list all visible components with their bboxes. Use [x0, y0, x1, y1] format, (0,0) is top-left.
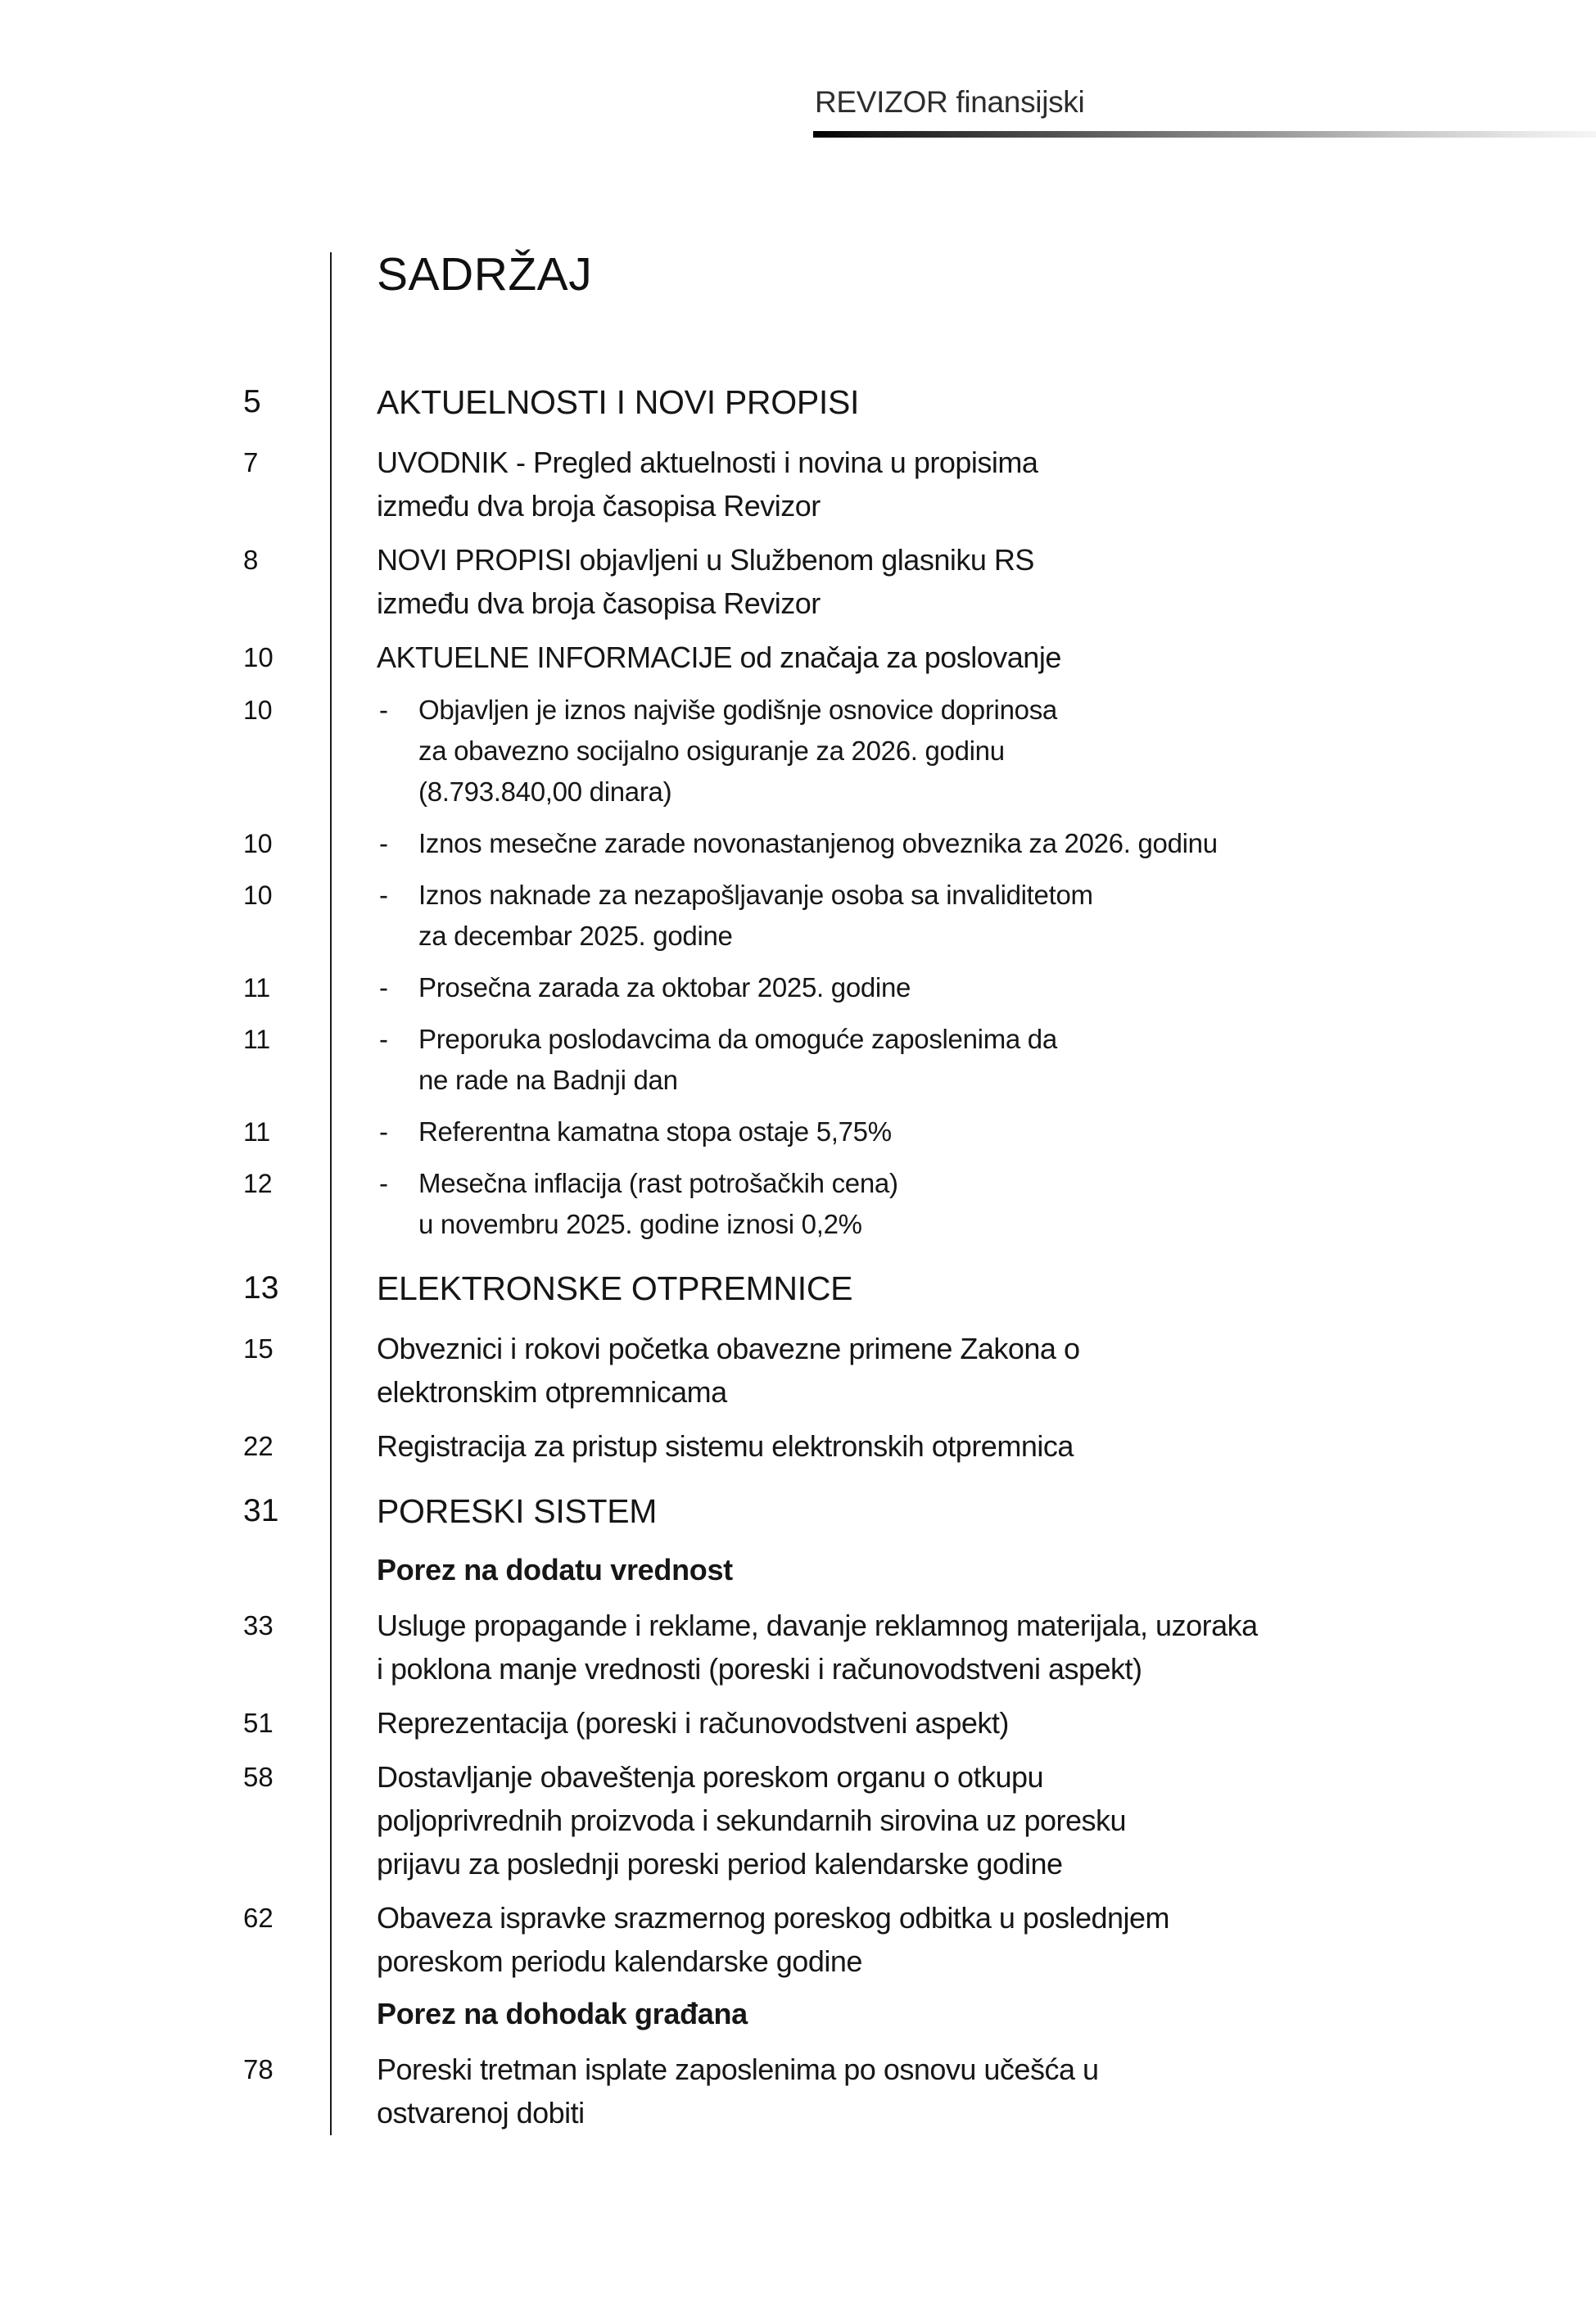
toc-content: [243, 247, 1537, 2145]
toc-line: za decembar 2025. godine: [418, 921, 733, 951]
toc-page-number: 7: [243, 447, 259, 478]
toc-entry-text: [377, 1019, 1537, 1101]
toc-entry-text: [377, 1327, 1537, 1414]
toc-page-number: 62: [243, 1903, 274, 1933]
toc-entry-lines: [377, 1491, 1537, 1532]
toc-page-number: 12: [243, 1169, 273, 1198]
toc-page-number: 11: [243, 1117, 271, 1147]
toc-page-number: 58: [243, 1762, 274, 1792]
toc-entry-text: [377, 1111, 1537, 1152]
toc-row-entry: [243, 1424, 1537, 1468]
sub-item-dash: -: [379, 880, 388, 910]
toc-line: Usluge propagande i reklame, davanje reklamnog materijala, uzoraka: [377, 1609, 1258, 1642]
toc-page-number: 10: [243, 880, 273, 910]
toc-line: Mesečna inflacija (rast potrošačkih cena): [418, 1168, 898, 1198]
toc-entry-text: [377, 636, 1537, 679]
toc-row-entry: [243, 1701, 1537, 1745]
toc-line: poreskom periodu kalendarske godine: [377, 1944, 862, 1978]
toc-row-section: [243, 1268, 1537, 1309]
toc-entry-text: [377, 967, 1537, 1008]
toc-entry-lines: [377, 441, 1537, 527]
sub-item-dash: -: [379, 1168, 388, 1198]
header-gradient-rule: [813, 131, 1596, 138]
toc-line: za obavezno socijalno osiguranje za 2026. godinu: [418, 736, 1005, 766]
toc-entry-text: [377, 1755, 1537, 1885]
toc-row-sub: [243, 1111, 1537, 1152]
toc-entry-lines: [377, 1701, 1537, 1745]
toc-entry-lines: [377, 1550, 1537, 1591]
magazine-title: REVIZOR finansijski: [815, 85, 1085, 119]
toc-row-entry: [243, 1755, 1537, 1885]
toc-page-number: 13: [243, 1270, 279, 1306]
toc-row-entry: [243, 441, 1537, 527]
toc-line: elektronskim otpremnicama: [377, 1375, 727, 1409]
toc-entry-text: [377, 1896, 1537, 1983]
toc-row-sub: [243, 1019, 1537, 1101]
toc-line: NOVI PROPISI objavljeni u Službenom glasniku RS: [377, 543, 1034, 577]
toc-row-sub: [243, 875, 1537, 957]
toc-entry-lines: [377, 1268, 1537, 1309]
toc-entry-text: [377, 1163, 1537, 1245]
toc-entry-lines: [418, 1111, 892, 1152]
toc-line: između dva broja časopisa Revizor: [377, 586, 821, 620]
toc-line: PORESKI SISTEM: [377, 1492, 658, 1530]
toc-entry-text: [377, 690, 1537, 812]
toc-row-section: [243, 382, 1537, 423]
toc-entry-text: [377, 1994, 1537, 2035]
toc-line: Reprezentacija (poreski i računovodstveni aspekt): [377, 1706, 1009, 1740]
toc-row-sub: [243, 690, 1537, 812]
toc-line: ELEKTRONSKE OTPREMNICE: [377, 1270, 853, 1307]
toc-entry-text: [377, 1550, 1537, 1591]
toc-page-number: 22: [243, 1431, 274, 1461]
toc-entry-text: [377, 2048, 1537, 2134]
toc-entry-lines: [377, 1604, 1537, 1691]
toc-line: AKTUELNE INFORMACIJE od značaja za poslovanje: [377, 640, 1061, 674]
toc-row-entry: [243, 1896, 1537, 1983]
toc-line: Referentna kamatna stopa ostaje 5,75%: [418, 1116, 892, 1147]
toc-row-entry: [243, 2048, 1537, 2134]
toc-row-sub: [243, 823, 1537, 864]
toc-row-sub: [243, 1163, 1537, 1245]
toc-line: Iznos mesečne zarade novonastanjenog obveznika za 2026. godinu: [418, 828, 1218, 858]
toc-entry-lines: [377, 1327, 1537, 1414]
toc-entry-text: [377, 1424, 1537, 1468]
toc-entry-text: [377, 1491, 1537, 1532]
toc-entry-text: [377, 538, 1537, 625]
toc-row-subheading: [243, 1994, 1537, 2035]
sub-item-dash: -: [379, 972, 388, 1003]
toc-row-entry: [243, 1604, 1537, 1691]
toc-entry-text: [377, 823, 1537, 864]
sub-item-dash: -: [379, 1024, 388, 1054]
toc-line: Obaveza ispravke srazmernog poreskog odbitka u poslednjem: [377, 1901, 1170, 1935]
vertical-divider-rule: [330, 252, 332, 2135]
toc-line: UVODNIK - Pregled aktuelnosti i novina u propisima: [377, 446, 1038, 479]
sub-item-dash: -: [379, 1116, 388, 1147]
toc-page-number: 33: [243, 1610, 274, 1641]
page-title: SADRŽAJ: [377, 248, 593, 301]
toc-row-entry: [243, 1327, 1537, 1414]
sub-item-dash: -: [379, 828, 388, 858]
toc-page-number: 11: [243, 1025, 271, 1054]
toc-list: [243, 382, 1537, 2134]
toc-entry-lines: [377, 1896, 1537, 1983]
toc-line: ne rade na Badnji dan: [418, 1065, 678, 1095]
toc-line: Porez na dodatu vrednost: [377, 1553, 733, 1586]
toc-entry-lines: [377, 1994, 1537, 2035]
toc-row-entry: [243, 636, 1537, 679]
toc-entry-lines: [418, 690, 1057, 812]
toc-entry-text: [377, 875, 1537, 957]
toc-line: prijavu za poslednji poreski period kalendarske godine: [377, 1847, 1063, 1881]
toc-row-subheading: [243, 1550, 1537, 1591]
toc-entry-lines: [418, 1019, 1057, 1101]
toc-line: Registracija za pristup sistemu elektronskih otpremnica: [377, 1429, 1074, 1463]
toc-entry-lines: [377, 1755, 1537, 1885]
toc-entry-text: [377, 382, 1537, 423]
toc-page-number: 10: [243, 695, 273, 725]
toc-entry-text: [377, 441, 1537, 527]
toc-entry-lines: [377, 1424, 1537, 1468]
toc-entry-lines: [418, 967, 911, 1008]
toc-line: i poklona manje vrednosti (poreski i računovodstveni aspekt): [377, 1652, 1142, 1686]
toc-page-number: 8: [243, 545, 259, 575]
toc-entry-text: [377, 1268, 1537, 1309]
toc-line: Prosečna zarada za oktobar 2025. godine: [418, 972, 911, 1003]
toc-line: Iznos naknade za nezapošljavanje osoba sa invaliditetom: [418, 880, 1093, 910]
toc-entry-lines: [418, 823, 1218, 864]
toc-entry-lines: [418, 1163, 898, 1245]
toc-line: Objavljen je iznos najviše godišnje osnovice doprinosa: [418, 695, 1057, 725]
toc-page-number: 10: [243, 829, 273, 858]
toc-page-number: 15: [243, 1333, 274, 1364]
toc-entry-text: [377, 1604, 1537, 1691]
toc-page-number: 31: [243, 1493, 279, 1528]
toc-entry-lines: [377, 636, 1537, 679]
toc-page-number: 78: [243, 2054, 274, 2084]
toc-line: Porez na dohodak građana: [377, 1997, 748, 2030]
toc-page-number: 5: [243, 384, 261, 419]
toc-page-number: 51: [243, 1708, 274, 1738]
toc-entry-lines: [377, 382, 1537, 423]
toc-entry-lines: [418, 875, 1093, 957]
toc-line: Preporuka poslodavcima da omoguće zaposlenima da: [418, 1024, 1057, 1054]
toc-line: AKTUELNOSTI I NOVI PROPISI: [377, 383, 860, 421]
toc-line: (8.793.840,00 dinara): [418, 776, 672, 807]
toc-line: Poreski tretman isplate zaposlenima po osnovu učešća u: [377, 2053, 1099, 2086]
toc-line: Obveznici i rokovi početka obavezne primene Zakona o: [377, 1332, 1080, 1365]
toc-line: u novembru 2025. godine iznosi 0,2%: [418, 1209, 862, 1239]
toc-row-entry: [243, 538, 1537, 625]
toc-line: ostvarenoj dobiti: [377, 2096, 585, 2130]
toc-page-number: 10: [243, 642, 274, 672]
toc-line: Dostavljanje obaveštenja poreskom organu o otkupu: [377, 1760, 1044, 1794]
toc-row-sub: [243, 967, 1537, 1008]
toc-entry-lines: [377, 538, 1537, 625]
sub-item-dash: -: [379, 695, 388, 725]
toc-line: između dva broja časopisa Revizor: [377, 489, 821, 523]
toc-row-section: [243, 1491, 1537, 1532]
toc-line: poljoprivrednih proizvoda i sekundarnih sirovina uz poresku: [377, 1804, 1127, 1837]
toc-entry-lines: [377, 2048, 1537, 2134]
toc-page-number: 11: [243, 973, 271, 1003]
page-header: [813, 85, 1596, 138]
toc-entry-text: [377, 1701, 1537, 1745]
